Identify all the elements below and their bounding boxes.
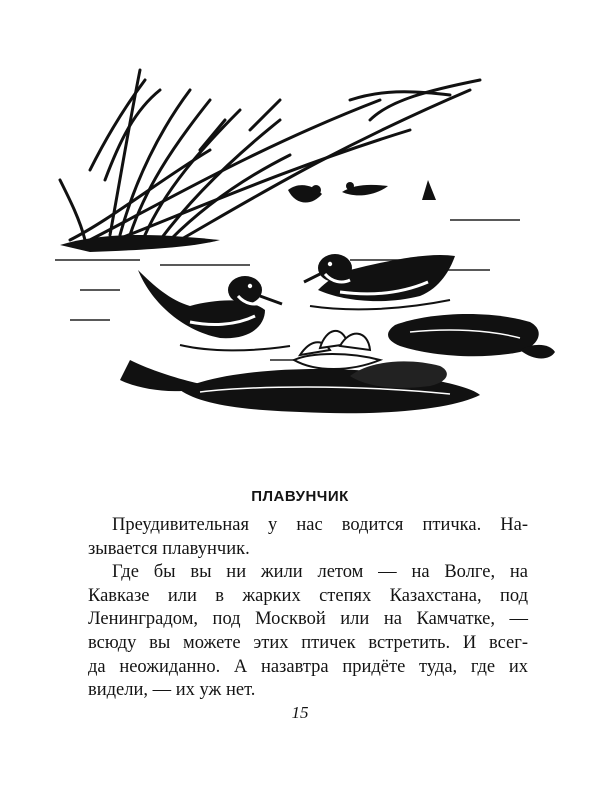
illustration-phalaropes xyxy=(50,60,560,430)
distant-birds xyxy=(288,180,436,203)
text-line: зывается плавунчик. xyxy=(88,538,250,559)
foreground-vegetation xyxy=(120,360,210,391)
text-line: видели, — их уж нет. xyxy=(88,680,256,701)
article-body xyxy=(88,514,528,703)
water-lily-flower xyxy=(294,331,380,369)
text-line: Преудивительная у нас водится птичка. На- xyxy=(112,515,528,535)
text-line: Ленинградом, под Москвой или на Камчатке, — xyxy=(88,609,528,630)
article-title: ПЛАВУНЧИК xyxy=(251,488,349,505)
right-bird xyxy=(304,254,455,309)
reeds xyxy=(60,70,480,250)
page-number: 15 xyxy=(291,703,309,722)
left-bird xyxy=(138,270,290,350)
text-line: всюду вы можете этих птичек встретить. И всег- xyxy=(88,632,528,653)
phalaropes-drawing xyxy=(50,60,560,430)
text-line: Кавказе или в жарких степях Казахстана, под xyxy=(88,585,528,606)
text-line: Где бы вы ни жили летом — на Волге, на xyxy=(112,562,528,583)
text-line: да неожиданно. А назавтра придёте туда, где их xyxy=(88,656,528,677)
